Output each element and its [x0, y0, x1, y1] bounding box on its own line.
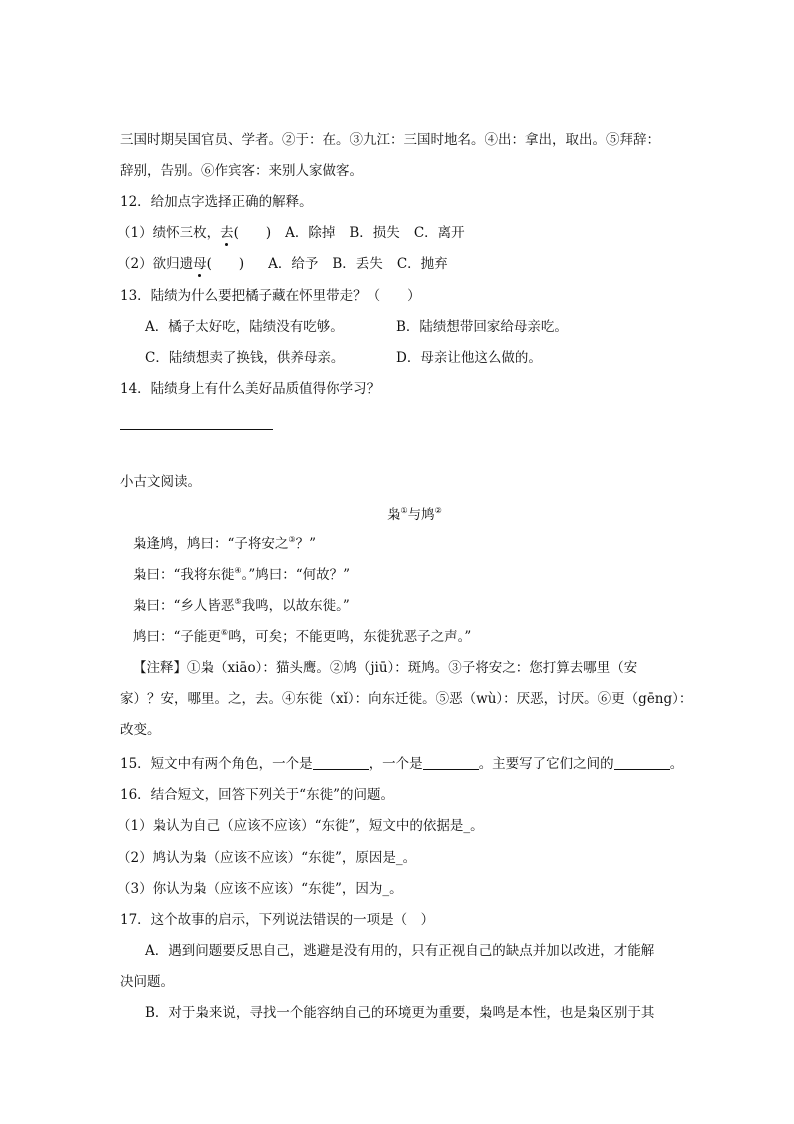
q17-option-a-line-2: 决问题。	[120, 974, 174, 990]
passage-line-4	[133, 628, 471, 646]
q12-sub2-prefix: （2）欲归遗	[117, 256, 194, 272]
passage-line-1-a: 枭逢鸠，鸠曰：“子将安之	[133, 536, 289, 552]
passage-title	[387, 503, 442, 523]
q15-part-1: 15．短文中有两个角色，一个是	[120, 756, 313, 772]
q15-part-4: 。	[669, 756, 684, 772]
q13-option-d: D．母亲让他这么做的。	[396, 350, 542, 366]
passage-title-part-2: 与鸠	[407, 507, 435, 523]
q13-stem: 13．陆绩为什么要把橘子藏在怀里带走？（ ）	[120, 288, 421, 304]
passage-note-line-2: 家）？安，哪里。之，去。④东徙（xǐ）：向东迁徙。⑤恶（wù）：厌恶，讨厌。⑥更（gēng）：	[120, 691, 693, 707]
q12-sub2	[117, 255, 448, 273]
q12-sub2-option-c: C．抛弃	[396, 256, 448, 272]
q16-stem: 16．结合短文，回答下列关于“东徙”的问题。	[120, 787, 394, 803]
passage-title-sup-1: ①	[400, 506, 408, 515]
prev-notes-line-2: 辞别，告别。⑥作宾客：来别人家做客。	[120, 163, 363, 179]
passage-line-3	[133, 597, 350, 615]
q12-sub1-prefix: （1）绩怀三枚，	[117, 225, 221, 241]
passage-line-3-a: 枭曰：“乡人皆恶	[133, 598, 235, 614]
passage-line-1-sup: ③	[288, 535, 296, 544]
q15-blank-3[interactable]	[614, 757, 670, 770]
q12-sub2-dotted-char: 母	[193, 256, 207, 272]
q13-option-a: A．橘子太好吃，陆绩没有吃够。	[145, 319, 344, 335]
q15-blank-1[interactable]	[313, 757, 369, 770]
q12-sub1-bracket: ( )	[233, 225, 272, 241]
q16-sub-3: （3）你认为枭（应该不应该）“东徙”，因为_。	[117, 881, 403, 897]
passage-line-2-b: 。”鸠曰：“何故？”	[241, 567, 351, 583]
passage-line-3-sup: ⑤	[234, 597, 242, 606]
q15-part-3: 。主要写了它们之间的	[478, 756, 614, 772]
q12-sub2-option-a: A．给予	[268, 256, 319, 272]
passage-line-2-sup: ④	[234, 566, 242, 575]
q17-option-a-line-1: A．遇到问题要反思自己，逃避是没有用的，只有正视自己的缺点并加以改进，才能解	[145, 943, 655, 959]
q16-sub-1: （1）枭认为自己（应该不应该）“东徙”，短文中的依据是_。	[117, 818, 484, 834]
passage-line-2	[133, 566, 350, 584]
q12-sub1-dotted-char: 去	[220, 225, 234, 241]
q15-blank-2[interactable]	[423, 757, 479, 770]
q15	[120, 755, 683, 773]
q14-stem: 14．陆绩身上有什么美好品质值得你学习？	[120, 381, 381, 397]
passage-title-part-1: 枭	[387, 507, 401, 523]
q12-sub1-option-c: C．离开	[413, 225, 465, 241]
passage-line-4-a: 鸠曰：“子能更	[133, 629, 221, 645]
passage-intro: 小古文阅读。	[120, 474, 201, 490]
passage-line-2-a: 枭曰：“我将东徙	[133, 567, 235, 583]
q13-option-c: C．陆绩想卖了换钱，供养母亲。	[145, 350, 345, 366]
q12-stem: 12．给加点字选择正确的解释。	[120, 194, 313, 210]
q14-answer-line[interactable]	[120, 429, 273, 430]
passage-note-line-1: 【注释】①枭（xiāo）：猫头鹰。②鸠（jiū）：斑鸠。③子将安之：您打算去哪里（安	[133, 660, 638, 676]
q17-option-b-line-1: B．对于枭来说，寻找一个能容纳自己的环境更为重要，枭鸣是本性，也是枭区别于其	[145, 1005, 655, 1021]
passage-line-4-sup: ⑥	[220, 628, 229, 637]
q13-option-b: B．陆绩想带回家给母亲吃。	[396, 319, 568, 335]
q12-sub2-option-b: B．丢失	[332, 256, 383, 272]
q12-sub1	[117, 224, 465, 242]
passage-line-3-b: 我鸣，以故东徙。”	[241, 598, 350, 614]
q17-stem: 17．这个故事的启示，下列说法错误的一项是（ ）	[120, 912, 435, 928]
passage-line-1	[133, 535, 316, 553]
q12-sub1-option-b: B．损失	[349, 225, 400, 241]
q12-sub1-option-a: A．除掉	[285, 225, 336, 241]
passage-note-line-3: 改变。	[120, 722, 161, 738]
q15-part-2: ，一个是	[368, 756, 423, 772]
q12-sub2-bracket: ( )	[206, 256, 245, 272]
q16-sub-2: （2）鸠认为枭（应该不应该）“东徙”，原因是_。	[117, 850, 417, 866]
prev-notes-line-1: 三国时期吴国官员、学者。②于：在。③九江：三国时地名。④出：拿出，取出。⑤拜辞：	[120, 132, 660, 148]
passage-title-sup-2: ②	[434, 506, 442, 515]
passage-line-1-b: ？”	[295, 536, 316, 552]
passage-line-4-b: 鸣，可矣；不能更鸣，东徙犹恶子之声。”	[228, 629, 472, 645]
